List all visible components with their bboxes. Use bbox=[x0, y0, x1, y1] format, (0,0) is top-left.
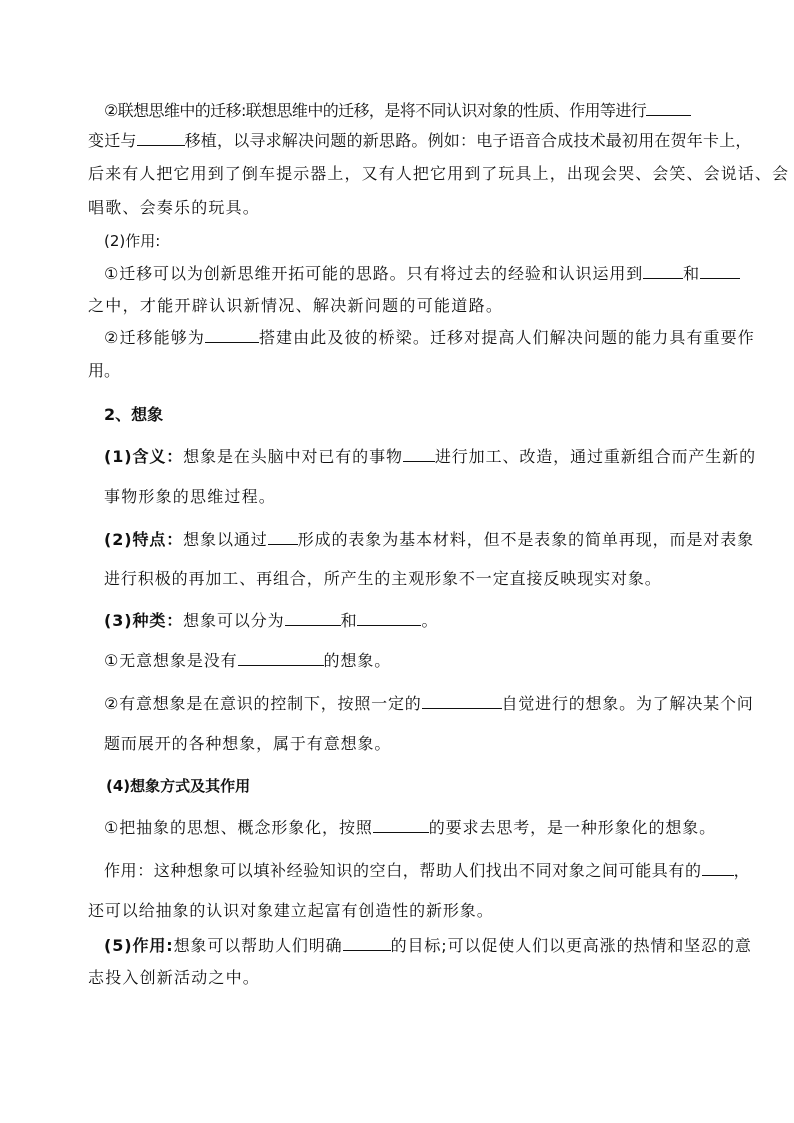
intentional-text-c: 题而展开的各种想象，属于有意想象。 bbox=[104, 734, 392, 753]
meaning-text-b: 进行加工、改造，通过重新组合而产生新的 bbox=[434, 447, 756, 466]
intentional-line-1 bbox=[0, 693, 794, 715]
unintentional-text-a: ①无意想象是没有 bbox=[104, 651, 238, 670]
kinds-text-c: 。 bbox=[421, 611, 439, 630]
transfer-line-3 bbox=[0, 163, 794, 185]
kinds-text-b: 和 bbox=[340, 611, 358, 630]
blank-9 bbox=[357, 611, 421, 626]
blank-12 bbox=[373, 818, 429, 833]
imagination-heading bbox=[0, 404, 794, 426]
effect-text-c: 还可以给抽象的认识对象建立起富有创造性的新形象。 bbox=[88, 901, 494, 920]
transfer-line-2 bbox=[0, 130, 794, 152]
blank-11 bbox=[422, 694, 502, 709]
feature-label: (2)特点： bbox=[104, 530, 184, 549]
transfer-text-3: 后来有人把它用到了倒车提示器上，又有人把它用到了玩具上，出现会哭、会笑、会说话、会 bbox=[88, 164, 790, 183]
role5-line-2 bbox=[0, 967, 794, 989]
role5-label: (5)作用: bbox=[104, 936, 174, 955]
blank-4 bbox=[700, 264, 740, 279]
feature-text-b: 形成的表象为基本材料，但不是表象的简单再现，而是对表象 bbox=[297, 530, 754, 549]
role-text-3a: ②迁移能够为 bbox=[104, 328, 205, 347]
transfer-text-2a: 变迁与 bbox=[88, 131, 137, 150]
kinds-text-a: 想象可以分为 bbox=[183, 611, 285, 630]
transfer-text-2b: 移植，以寻求解决问题的新思路。例如：电子语音合成技术最初用在贺年卡上， bbox=[184, 131, 752, 150]
transfer-text-4: 唱歌、会奏乐的玩具。 bbox=[88, 198, 261, 217]
meaning-line-2 bbox=[0, 486, 794, 508]
blank-8 bbox=[285, 611, 341, 626]
role5-text-a: 想象可以帮助人们明确 bbox=[173, 936, 343, 955]
transfer-line-1 bbox=[0, 100, 794, 122]
transfer-line-4 bbox=[0, 197, 794, 219]
role-line-3 bbox=[0, 327, 794, 349]
blank-1 bbox=[646, 101, 691, 116]
role-text-1b: 和 bbox=[683, 264, 701, 283]
feature-line-1 bbox=[0, 529, 794, 551]
transfer-text-1: ②联想思维中的迁移:联想思维中的迁移，是将不同认识对象的性质、作用等进行 bbox=[104, 101, 647, 120]
role5-line-1 bbox=[0, 935, 794, 957]
role5-text-c: 志投入创新活动之中。 bbox=[88, 968, 261, 987]
blank-7 bbox=[268, 530, 298, 545]
role-line-1 bbox=[0, 263, 794, 285]
feature-text-a: 想象以通过 bbox=[183, 530, 268, 549]
effect-line-2 bbox=[0, 900, 794, 922]
intentional-line-2 bbox=[0, 733, 794, 755]
role5-text-b: 的目标;可以促使人们以更高涨的热情和坚忍的意 bbox=[390, 936, 752, 955]
method-heading-text: (4)想象方式及其作用 bbox=[106, 777, 251, 795]
meaning-text-c: 事物形象的思维过程。 bbox=[104, 487, 277, 506]
method-heading bbox=[0, 775, 794, 797]
blank-6 bbox=[403, 447, 435, 462]
role-title bbox=[0, 230, 794, 252]
role-line-4 bbox=[0, 360, 794, 382]
blank-13 bbox=[702, 861, 734, 876]
blank-10 bbox=[238, 651, 324, 666]
method-text-a: ①把抽象的思想、概念形象化，按照 bbox=[104, 818, 373, 837]
unintentional-line bbox=[0, 650, 794, 672]
blank-14 bbox=[343, 936, 391, 951]
role-text-3b: 搭建由此及彼的桥梁。迁移对提高人们解决问题的能力具有重要作 bbox=[258, 328, 755, 347]
method-line bbox=[0, 817, 794, 839]
role-line-2 bbox=[0, 295, 794, 317]
blank-3 bbox=[643, 264, 683, 279]
meaning-text-a: 想象是在头脑中对已有的事物 bbox=[183, 447, 403, 466]
intentional-text-b: 自觉进行的想象。为了解决某个问 bbox=[501, 694, 754, 713]
role-text-2: 之中，才能开辟认识新情况、解决新问题的可能道路。 bbox=[88, 296, 504, 315]
role-text-4: 用。 bbox=[88, 361, 121, 380]
effect-text-b: ， bbox=[733, 861, 751, 880]
effect-line-1 bbox=[0, 860, 794, 882]
intentional-text-a: ②有意想象是在意识的控制下，按照一定的 bbox=[104, 694, 422, 713]
feature-text-c: 进行积极的再加工、再组合，所产生的主观形象不一定直接反映现实对象。 bbox=[104, 569, 662, 588]
meaning-label: (1)含义： bbox=[104, 447, 184, 466]
feature-line-2 bbox=[0, 568, 794, 590]
meaning-line-1 bbox=[0, 446, 794, 468]
method-text-b: 的要求去思考，是一种形象化的想象。 bbox=[428, 818, 717, 837]
kinds-line bbox=[0, 610, 794, 632]
blank-2 bbox=[137, 131, 185, 146]
role-title-text: (2)作用: bbox=[104, 232, 161, 250]
blank-5 bbox=[205, 328, 259, 343]
effect-text-a: 作用：这种想象可以填补经验知识的空白，帮助人们找出不同对象之间可能具有的 bbox=[104, 861, 702, 880]
role-text-1a: ①迁移可以为创新思维开拓可能的思路。只有将过去的经验和认识运用到 bbox=[104, 264, 644, 283]
kinds-label: (3)种类： bbox=[104, 611, 184, 630]
imagination-heading-text: 2、想象 bbox=[104, 405, 164, 424]
unintentional-text-b: 的想象。 bbox=[323, 651, 392, 670]
